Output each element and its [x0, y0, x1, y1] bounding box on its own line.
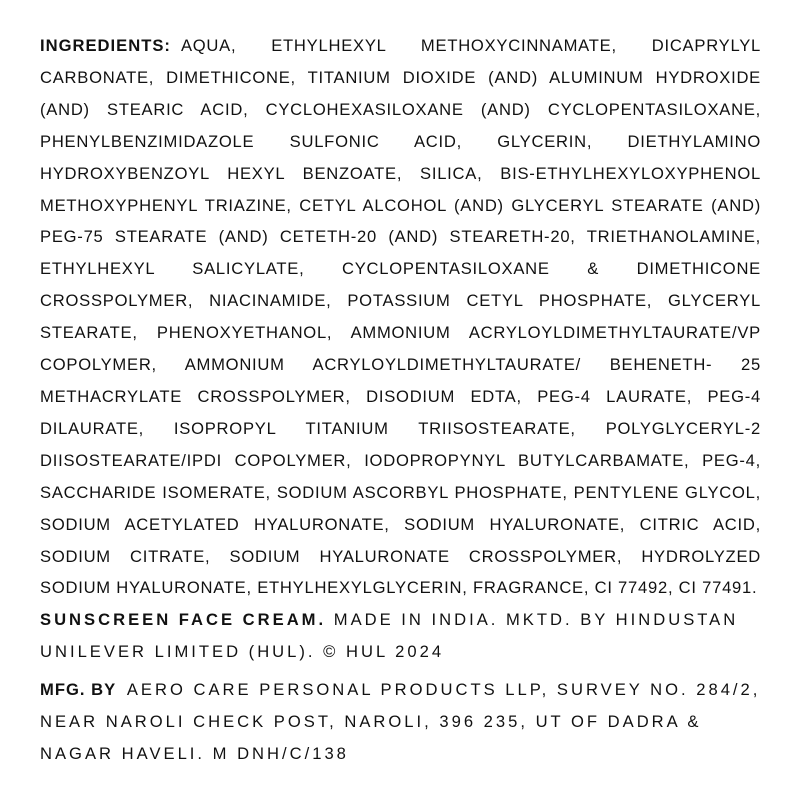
manufacturer-heading: MFG. BY [40, 680, 117, 700]
product-label-panel [40, 30, 761, 770]
manufacturer-address: AERO CARE PERSONAL PRODUCTS LLP, SURVEY NO. 284/2, NEAR NAROLI CHECK POST, NAROLI, 396 235, UT OF DADRA & NAGAR HAVELI. M DNH/C/138 [40, 680, 761, 763]
marketer-info: MADE IN INDIA. MKTD. BY HINDUSTAN UNILEVER LIMITED (HUL). © HUL 2024 [40, 610, 739, 662]
ingredients-paragraph [40, 30, 761, 604]
product-name: SUNSCREEN FACE CREAM. [40, 610, 327, 630]
product-statement [40, 604, 761, 668]
manufacturer-statement [40, 674, 761, 770]
ingredients-list: AQUA, ETHYLHEXYL METHOXYCINNAMATE, DICAPRYLYL CARBONATE, DIMETHICONE, TITANIUM DIOXIDE (AND) ALUMINUM HYDROXIDE (AND) STEARIC ACID, CYCLOHEXASILOXANE (AND) CYCLOPENTASILOXANE, PHENYLBENZIMIDAZOLE SULFONIC ACID, GLYCERIN, DIETHYLAMINO HYDROXYBENZOYL HEXYL BENZOATE, SILICA, BIS-ETHYLHEXYLOXYPHENOL METHOXYPHENYL TRIAZINE, CETYL ALCOHOL (AND) GLYCERYL STEARATE (AND) PEG-75 STEARATE (AND) CETETH-20 (AND) STEARETH-20, TRIETHANOLAMINE, ETHYLHEXYL SALICYLATE, CYCLOPENTASILOXANE & DIMETHICONE CROSSPOLYMER, NIACINAMIDE, POTASSIUM CETYL PHOSPHATE, GLYCERYL STEARATE, PHENOXYETHANOL, AMMONIUM ACRYLOYLDIMETHYLTAURATE/VP COPOLYMER, AMMONIUM ACRYLOYLDIMETHYLTAURATE/ BEHENETH- 25 METHACRYLATE CROSSPOLYMER, DISODIUM EDTA, PEG-4 LAURATE, PEG-4 DILAURATE, ISOPROPYL TITANIUM TRIISOSTEARATE, POLYGLYCERYL-2 DIISOSTEARATE/IPDI COPOLYMER, IODOPROPYNYL BUTYLCARBAMATE, PEG-4, SACCHARIDE ISOMERATE, SODIUM ASCORBYL PHOSPHATE, PENTYLENE GLYCOL, SODIUM ACETYLATED HYALURONATE, SODIUM HYALURONATE, CITRIC ACID, SODIUM CITRATE, SODIUM HYALURONATE CROSSPOLYMER, HYDROLYZED SODIUM HYALURONATE, ETHYLHEXYLGLYCERIN, FRAGRANCE, CI 77492, CI 77491. [40, 36, 761, 598]
ingredients-heading: INGREDIENTS: [40, 36, 171, 55]
